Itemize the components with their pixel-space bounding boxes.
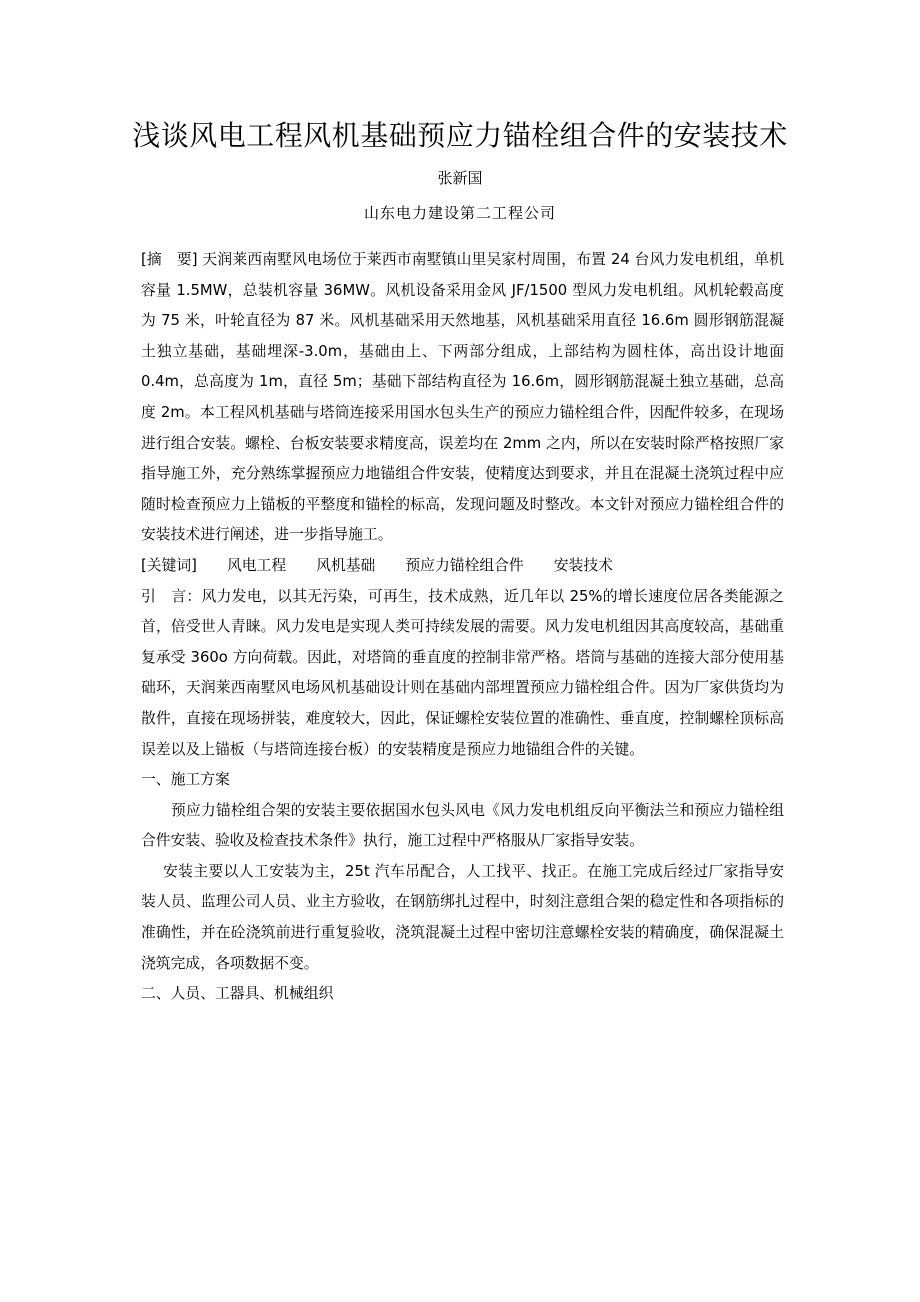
- keyword: 风电工程: [226, 556, 287, 574]
- section1-paragraph-1: 预应力锚栓组合架的安装主要依据国水包头风电《风力发电机组反向平衡法兰和预应力锚栓组合件安装、验收及检查技术条件》执行，施工过程中严格服从厂家指导安装。: [141, 801, 784, 850]
- keyword: 预应力锚栓组合件: [405, 556, 524, 574]
- document-body: [141, 245, 784, 1010]
- author-name: 张新国: [437, 169, 483, 187]
- section-heading: 一、施工方案: [141, 771, 230, 789]
- keyword: 风机基础: [316, 556, 376, 574]
- abstract-paragraph: [141, 245, 784, 551]
- abstract-label: [摘 要]: [141, 251, 198, 268]
- section1-paragraph-2: 安装主要以人工安装为主，25t 汽车吊配合，人工找平、找正。在施工完成后经过厂家指导安装人员、监理公司人员、业主方验收，在钢筋绑扎过程中，时刻注意组合架的稳定性和各项指标的准确性，并在砼浇筑前进行重复验收，浇筑混凝土过程中密切注意螺栓安装的精确度，确保混凝土浇筑完成，各项数据不变。: [141, 862, 784, 972]
- keyword: 安装技术: [553, 556, 613, 574]
- abstract-text: 天润莱西南墅风电场位于莱西市南墅镇山里吴家村周围，布置 24 台风力发电机组，单机容量 1.5MW，总装机容量 36MW。风机设备采用金风 JF/1500 型风力发电机组。风机轮毂高度为 75 米，叶轮直径为 87 米。风机基础采用天然地基，风机基础采用直径 16.6m 圆形钢筋混凝土独立基础，基础埋深-3.0m，基础由上、下两部分组成，上部结构为圆柱体，高出设计地面 0.4m，总高度为 1m，直径 5m；基础下部结构直径为 16.6m，圆形钢筋混凝土独立基础，总高度 2m。本工程风机基础与塔筒连接采用国水包头生产的预应力锚栓组合件，因配件较多，在现场进行组合安装。螺栓、台板安装要求精度高，误差均在 2mm 之内，所以在安装时除严格按照厂家指导施工外，充分熟练掌握预应力地锚组合件安装，使精度达到要求，并且在混凝土浇筑过程中应随时检查预应力上锚板的平整度和锚栓的标高，发现问题及时整改。本文针对预应力锚栓组合件的安装技术进行阐述，进一步指导施工。: [141, 251, 784, 544]
- document-title: 浅谈风电工程风机基础预应力锚栓组合件的安装技术: [132, 119, 788, 152]
- section-heading: 二、人员、工器具、机械组织: [141, 985, 334, 1003]
- intro-paragraph: [141, 582, 784, 766]
- keywords-label: [关键词]: [141, 556, 197, 574]
- intro-text: 风力发电，以其无污染，可再生，技术成熟，近几年以 25%的增长速度位居各类能源之首，倍受世人青睐。风力发电是实现人类可持续发展的需要。风力发电机组因其高度较高，基础重复承受 360o 方向荷载。因此，对塔筒的垂直度的控制非常严格。塔筒与基础的连接大部分使用基础环，天润莱西南墅风电场风机基础设计则在基础内部埋置预应力锚栓组合件。因为厂家供货均为散件，直接在现场拼装，难度较大，因此，保证螺栓安装位置的准确性、垂直度，控制螺栓顶标高误差以及上锚板（与塔筒连接台板）的安装精度是预应力地锚组合件的关键。: [141, 587, 784, 758]
- keywords-line: [141, 551, 784, 582]
- intro-label: 引 言：: [141, 587, 202, 605]
- author-affiliation: 山东电力建设第二工程公司: [363, 204, 556, 222]
